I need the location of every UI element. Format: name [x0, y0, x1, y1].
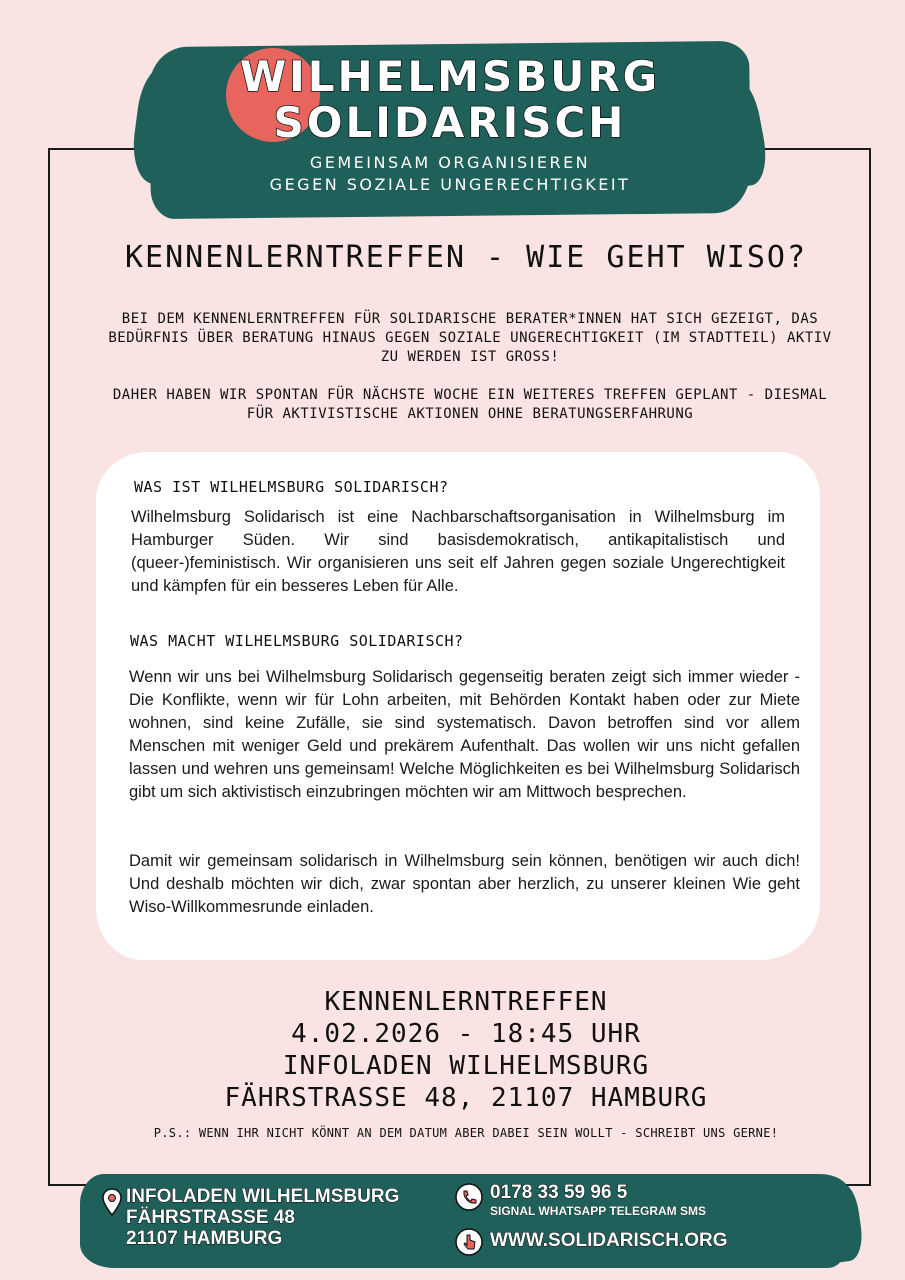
title-line-1: WILHELMSBURG: [239, 52, 661, 101]
footer-messengers: SIGNAL WHATSAPP TELEGRAM SMS: [490, 1204, 707, 1218]
intro-paragraph-2: DAHER HABEN WIR SPONTAN FÜR NÄCHSTE WOCHE EIN WEITERES TREFFEN GEPLANT - DIESMAL FÜR AKTIVISTISCHE AKTIONEN OHNE BERATUNGSERFAHRUNG: [112, 387, 828, 422]
question-what-is: WAS IST WILHELMSBURG SOLIDARISCH?: [134, 478, 449, 496]
postscript-note: P.S.: WENN IHR NICHT KÖNNT AN DEM DATUM ABER DABEI SEIN WOLLT - SCHREIBT UNS GERNE!: [153, 1126, 779, 1140]
phone-icon: [455, 1183, 483, 1211]
event-datetime: 4.02.2026 - 18:45 UHR: [291, 1019, 641, 1049]
title-line-2: SOLIDARISCH: [273, 98, 627, 147]
answer-what-is: Wilhelmsburg Solidarisch ist eine Nachbarschaftsorganisation in Wilhelmsburg im Hamburger Süden. Wir sind basisdemokratisch, antikapitalistisch und (queer-)feministisch. Wir organisieren uns seit elf Jahren gegen soziale Ungerechtigkeit und kämpfen für ein besseres Leben für Alle.: [131, 508, 785, 595]
click-pointer-icon: [455, 1228, 483, 1256]
footer-phone-number[interactable]: 0178 33 59 96 5: [490, 1182, 628, 1203]
question-what-does: WAS MACHT WILHELMSBURG SOLIDARISCH?: [130, 632, 464, 650]
invitation-paragraph: Damit wir gemeinsam solidarisch in Wilhelmsburg sein können, benötigen wir auch dich! Und deshalb möchten wir dich, zwar spontan aber herzlich, zu unserer kleinen Wie geht Wiso-Willkommesrunde einladen.: [129, 852, 800, 916]
footer-website-link[interactable]: WWW.SOLIDARISCH.ORG: [490, 1230, 728, 1251]
event-location: INFOLADEN WILHELMSBURG: [282, 1051, 650, 1081]
subtitle-line-1: GEMEINSAM ORGANISIEREN: [309, 153, 591, 172]
page-headline: KENNENLERNTREFFEN - WIE GEHT WISO?: [124, 240, 808, 275]
event-address: FÄHRSTRASSE 48, 21107 HAMBURG: [224, 1083, 708, 1113]
intro-paragraph-1: BEI DEM KENNENLERNTREFFEN FÜR SOLIDARISCHE BERATER*INNEN HAT SICH GEZEIGT, DAS BEDÜRFNIS ÜBER BERATUNG HINAUS GEGEN SOZIALE UNGERECHTIGKEIT (IM STADTTEIL) AKTIV ZU WERDEN IST GROSS!: [108, 311, 832, 365]
subtitle-line-2: GEGEN SOZIALE UNGERECHTIGKEIT: [269, 175, 631, 194]
footer-address-line-1: INFOLADEN WILHELMSBURG: [126, 1186, 400, 1207]
footer-address-line-2: FÄHRSTRASSE 48: [126, 1207, 295, 1228]
footer-address-line-3: 21107 HAMBURG: [126, 1228, 283, 1249]
answer-what-does: Wenn wir uns bei Wilhelmsburg Solidarisch gegenseitig beraten zeigt sich immer wieder - Die Konflikte, wenn wir für Lohn arbeiten, mit Behörden Kontakt haben oder zur Miete wohnen, sind keine Zufälle, sie sind systematisch. Davon betroffen sind vor allem Menschen mit weniger Geld und prekärem Aufenthalt. Das wollen wir uns nicht gefallen lassen und wehren uns gemeinsam! Welche Möglichkeiten es bei Wilhelmsburg Solidarisch gibt um sich aktivistisch einzubringen möchten wir am Mittwoch besprechen.: [129, 668, 800, 801]
event-name: KENNENLERNTREFFEN: [324, 987, 608, 1017]
location-pin-icon: [102, 1188, 122, 1216]
